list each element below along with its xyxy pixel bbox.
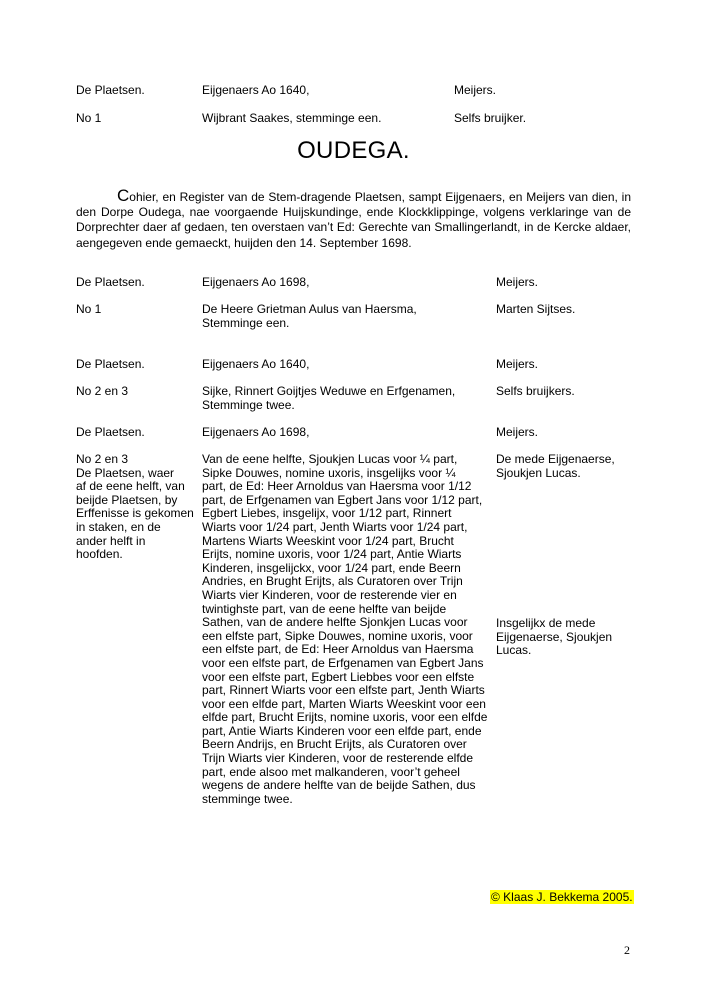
header-meijers-2: Meijers.: [496, 275, 539, 289]
drop-cap: C: [117, 186, 130, 205]
header-meijers-1: Meijers.: [454, 83, 497, 97]
header-plaetsen-4: De Plaetsen.: [76, 425, 145, 439]
copyright-notice: © Klaas J. Bekkema 2005.: [491, 890, 633, 904]
header-plaetsen-2: De Plaetsen.: [76, 275, 145, 289]
entry-owner-long: Van de eene helfte, Sjoukjen Lucas voor ¼ part, Sipke Douwes, nomine uxoris, insgelijks voor ¼ part, de Ed: Heer Arnoldus van Haersma voor 1/12 part, de Erfgenamen van Egbert Jans voor 1/12 part, Egbert Liebes, insgelijx, voor 1/12 part, Rinnert Wiarts voor 1/24 part, Jenth Wiarts voor 1/24 part, Martens Wiarts Weeskint voor 1/24 part, Brucht Erijts, nomine uxoris, voor 1/24 part, Antie Wiarts Kinderen, insgelijckx, voor 1/24 part, ende Beern Andries, en Brught Erijts, als Curatoren over Trijn Wiarts vier Kinderen, voor de resterende vier en twintighste part, van de eene helfte van beijde Sathen, van de andere helfte Sjonkjen Lucas voor een elfste part, Sipke Douwes, nomine uxoris, voor een elfste part, de Ed: Heer Arnoldus van Haersma voor een elfste part, de Erfgenamen van Egbert Jans voor een elfste part, Egbert Liebbes voor een elfste part, Rinnert Wiarts voor een elfste part, Jenth Wiarts voor een elfde part, Marten Wiarts Weeskint voor een elfde part, Brucht Erijts, nomine uxoris, voor een elfde part, Antie Wiarts Kinderen voor een elfde part, ende Beern Andrijs, en Brucht Erijts, als Curatoren over Trijn Wiarts vier Kinderen, voor de resterende elfde part, ende alsoo met malkanderen, voor’t geheel wegens de andere helfte van de beijde Sathen, dus stemminge twee.: [202, 452, 488, 806]
page-title: OUDEGA.: [297, 137, 410, 164]
entry-owner: De Heere Grietman Aulus van Haersma, Stemminge een.: [202, 302, 417, 330]
header-plaetsen-1: De Plaetsen.: [76, 83, 145, 97]
entry-number: No 2 en 3: [76, 384, 129, 398]
entry-number: No 1: [76, 302, 102, 316]
entry-tenant: Selfs bruijker.: [454, 111, 527, 125]
page-number: 2: [624, 943, 630, 957]
entry-tenant-a: De mede Eijgenaerse, Sjoukjen Lucas.: [496, 452, 615, 480]
header-eijgenaers-1698: Eijgenaers Ao 1698,: [202, 275, 310, 289]
header-plaetsen-3: De Plaetsen.: [76, 357, 145, 371]
entry-owner: Wijbrant Saakes, stemminge een.: [202, 111, 382, 125]
header-eijgenaers-1698: Eijgenaers Ao 1698,: [202, 425, 310, 439]
entry-tenant-b: Insgelijkx de mede Eijgenaerse, Sjoukjen Lucas.: [496, 616, 613, 658]
entry-tenant: Marten Sijtses.: [496, 302, 576, 316]
intro-paragraph: [76, 188, 631, 251]
entry-owner: Sijke, Rinnert Goijtjes Weduwe en Erfgenamen, Stemminge twee.: [202, 384, 456, 412]
intro-text: ohier, en Register van de Stem-dragende Plaetsen, sampt Eijgenaers, en Meijers van dien, in den Dorpe Oudega, nae voorgaende Huijskundinge, ende Klockklippinge, volgens verklaringe van de Dorprechter daer af gedaen, ten overstaen van’t Ed: Gerechte van Smallingerlandt, in de Kercke aldaer, aengegeven ende gemaeckt, huijden den 14. September 1698.: [76, 190, 631, 250]
entry-number: No 1: [76, 111, 102, 125]
header-meijers-4: Meijers.: [496, 425, 539, 439]
entry-tenant: Selfs bruijkers.: [496, 384, 575, 398]
entry-number-note: No 2 en 3 De Plaetsen, waer af de eene helft, van beijde Plaetsen, by Erffenisse is gekomen in staken, en de ander helft in hoofden.: [76, 452, 194, 562]
header-eijgenaers-1640: Eijgenaers Ao 1640,: [202, 83, 310, 97]
header-meijers-3: Meijers.: [496, 357, 539, 371]
header-eijgenaers-1640: Eijgenaers Ao 1640,: [202, 357, 310, 371]
